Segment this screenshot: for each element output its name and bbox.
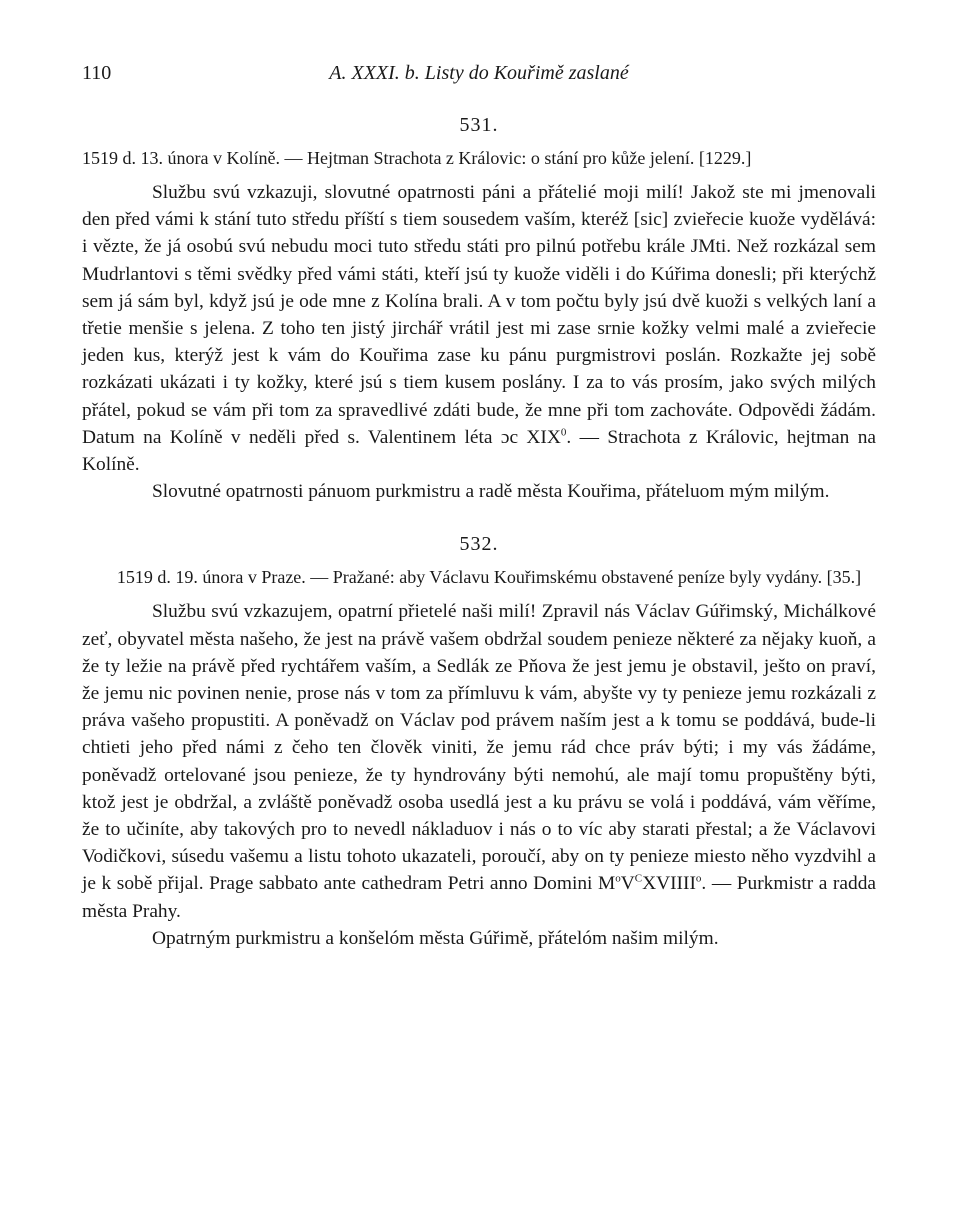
document-page — [82, 58, 876, 952]
date-part: V — [620, 873, 635, 895]
superscript: o — [695, 873, 702, 885]
letter-text-main: Službu svú vzkazuji, slovutné opatrnosti páni a přátelié moji milí! Jakož ste mi jmenovali den před vámi k stání tuto středu příští s tiem sousedem vaším, kteréž [sic] zvieřecie kuože vydělává: i vězte, že já osobú svú nebudu moci tuto středu státi pro pilnú potřebu krále JMti. Než rozkázal sem Mudrlantovi s těmi svědky před vámi státi, kteří jsú ty kuože viděli i do Kúřima donesli; při kterýchž sem já sám byl, když jsú je ode mne z Kolína brali. A v tom počtu byly jsú dvě kuoži s velkých laní a třetie menšie s jelena. Z toho ten jistý jirchář vrátil jest mi zase srnie kožky velmi malé a zvieřecie jeden kus, kterýž jest k vám do Kouřima zase ku pánu purgmistrovi poslán. Rozkažte jej sobě rozkázati ukázati i ty kožky, které jsú s tiem kusem poslány. I za to vás prosím, jako svých milých přátel, pokud se vám při tom za spravedlivé zdáti bude, že mne při tom zachováte. Odpovědi žádám. Datum na Kolíně v neděli před s. Valentinem léta ɔc XIX — [82, 182, 876, 448]
document-number: 532. — [459, 533, 499, 556]
letter-address: Slovutné opatrnosti pánuom purkmistru a radě města Kouřima, přáteluom mým milým. — [152, 481, 830, 503]
letter-text — [82, 179, 876, 478]
letter-address: Opatrným purkmistru a konšelóm města Gúřimě, přátelóm našim milým. — [152, 927, 719, 949]
page-header — [82, 58, 876, 88]
letter-text — [82, 598, 876, 924]
date-part: XVIIII — [642, 873, 696, 895]
running-title: A. XXXI. b. Listy do Kouřimě zaslané — [329, 62, 629, 84]
letter-text-main: Službu svú vzkazujem, opatrní přietelé naši milí! Zpravil nás Václav Gúřimský, Michálkové zeť, obyvatel města našeho, že jest na právě vašem obdržal soudem penieze některé za nějaky kuoň, a že ty ležie na právě před rychtářem vaším, a Sedlák ze Pňova že jest jemu je obstavil, ješto on praví, že jemu nic povinen nenie, prose nás v tom za přímluvu k vám, abyšte vy ty penieze jemu rozkázali z práva vašeho propustiti. A poněvadž on Václav pod právem naším jest a k tomu se poddává, bude-li chtieti jeho před námi z čeho ten člověk viniti, že jemu rád chce práv býti; i my vás žádáme, poněvadž ortelované jsou penieze, že ty hyndrovány býti nemohú, ale mají tomu propuštěny býti, ktož jest je obdržal, a zvláště poněvadž osoba usedlá jest a ku právu se volá i poddává, vám věříme, že to učiníte, aby takových pro to nevedl nákladuov i nás o to víc aby starati přestal; a že Václavovi Vodičkovi, súsedu vašemu a listu tohoto ukazateli, poroučí, aby on ty penieze miesto něho vyzdvihl a je k sobě přijal. Prage sabbato ante cathedram Petri anno Domini M — [82, 601, 876, 895]
letter-signature: . — Purkmistr a radda města Prahy. — [82, 873, 876, 922]
superscript: C — [634, 873, 643, 885]
page-number: 110 — [82, 62, 112, 84]
document-body — [82, 598, 876, 924]
document-body — [82, 179, 876, 478]
document-regest: 1519 d. 19. února v Praze. — Pražané: aby Václavu Kouřimskému obstavené peníze byly vydány. [35.] — [116, 567, 862, 588]
document-regest: 1519 d. 13. února v Kolíně. — Hejtman Strachota z Královic: o stání pro kůže jelení. [1229.] — [82, 148, 752, 168]
superscript: o — [615, 873, 621, 885]
letter-signature: . — Strachota z Královic, hejtman na Kolíně. — [82, 426, 877, 476]
document-number: 531. — [459, 114, 499, 136]
superscript: 0 — [560, 426, 567, 439]
